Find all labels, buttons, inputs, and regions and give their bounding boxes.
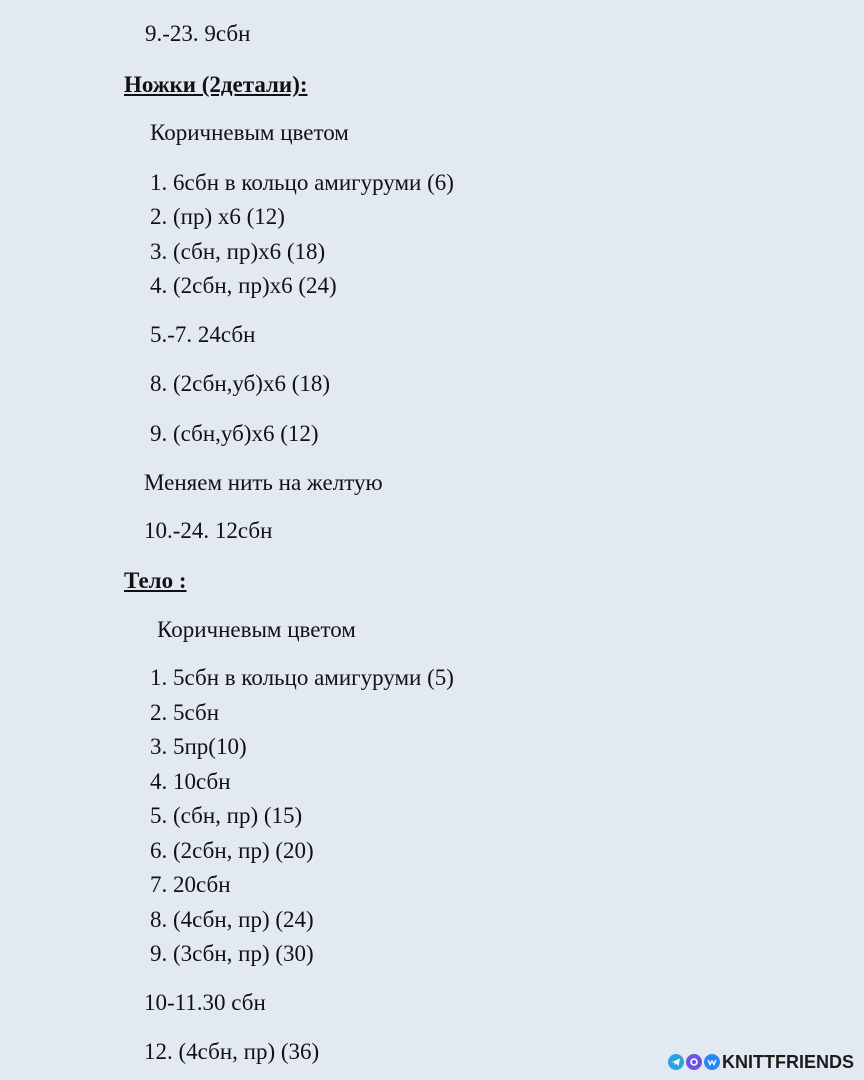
section-heading-body: Тело : [124, 568, 187, 593]
row-line: 3. 5пр(10) [150, 734, 247, 759]
row-line: 2. (пр) х6 (12) [150, 204, 285, 229]
row-line: 9. (сбн,уб)х6 (12) [150, 421, 319, 446]
row-line: 10.-24. 12сбн [144, 518, 273, 543]
max-icon [686, 1054, 702, 1070]
vk-icon [704, 1054, 720, 1070]
row-line: 9. (3сбн, пр) (30) [150, 941, 314, 966]
row-line: 5. (сбн, пр) (15) [150, 803, 303, 828]
row-line: 4. (2сбн, пр)х6 (24) [150, 273, 337, 298]
row-line: 8. (2сбн,уб)х6 (18) [150, 371, 331, 396]
color-note: Коричневым цветом [150, 120, 349, 145]
row-line: 3. (сбн, пр)х6 (18) [150, 239, 326, 264]
color-change-note: Меняем нить на желтую [144, 470, 383, 495]
watermark-text: KNITTFRIENDS [722, 1051, 854, 1072]
row-line: 12. (4сбн, пр) (36) [144, 1039, 320, 1064]
color-note: Коричневым цветом [157, 617, 356, 642]
row-line: 4. 10сбн [150, 769, 231, 794]
row-line: 1. 6сбн в кольцо амигуруми (6) [150, 170, 454, 195]
row-line: 10-11.30 сбн [144, 990, 266, 1015]
row-line: 5.-7. 24сбн [150, 322, 256, 347]
section-heading-legs: Ножки (2детали): [124, 72, 308, 97]
row-line: 6. (2сбн, пр) (20) [150, 838, 314, 863]
row-line: 9.-23. 9сбн [145, 21, 251, 46]
row-line: 8. (4сбн, пр) (24) [150, 907, 314, 932]
row-line: 7. 20сбн [150, 872, 231, 897]
watermark [668, 1050, 854, 1074]
row-line: 1. 5сбн в кольцо амигуруми (5) [150, 665, 454, 690]
row-line: 2. 5сбн [150, 700, 219, 725]
telegram-icon [668, 1054, 684, 1070]
